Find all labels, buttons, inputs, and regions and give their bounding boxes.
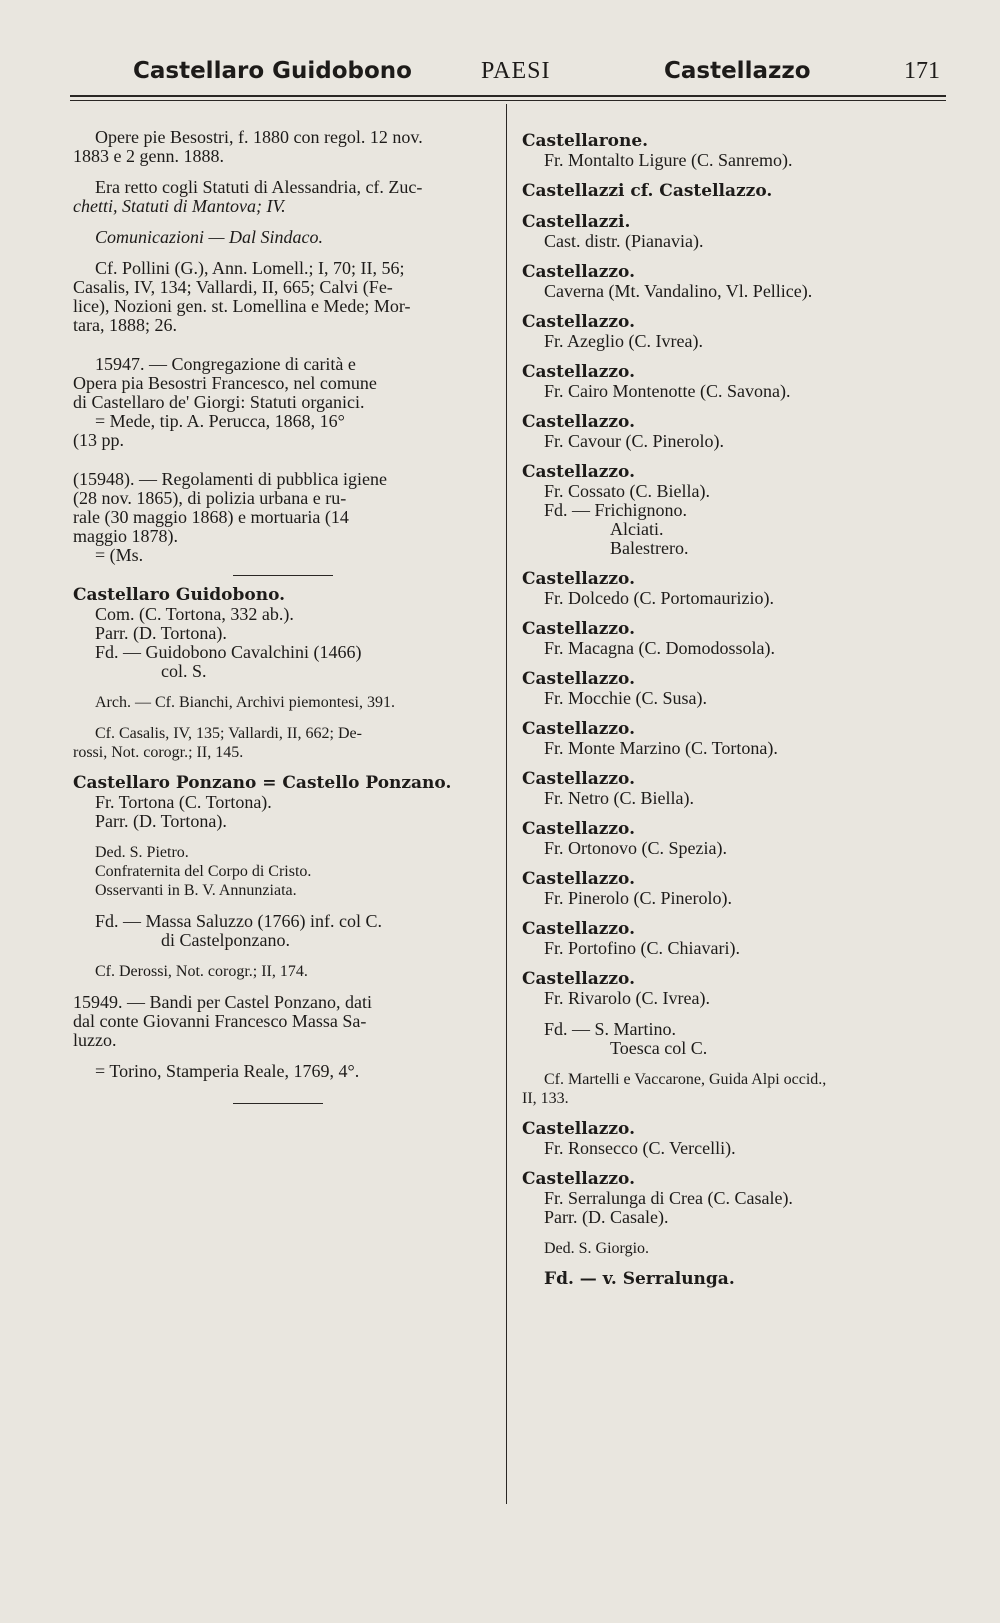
- text-line: Fr. Cossato (C. Biella).: [544, 481, 710, 501]
- imprint-line: = Mede, tip. A. Perucca, 1868, 16°: [95, 411, 345, 431]
- entry-heading: Castellazzo.: [522, 719, 635, 739]
- entry-heading: Castellazzo.: [522, 412, 635, 432]
- text-line: Fr. Montalto Ligure (C. Sanremo).: [544, 150, 793, 170]
- entry-heading: Castellazzi cf. Castellazzo.: [522, 181, 773, 201]
- text-line: (13 pp.: [73, 430, 124, 450]
- text-line: Comunicazioni — Dal Sindaco.: [95, 227, 323, 247]
- entry-heading: Castellazzo.: [522, 1119, 635, 1139]
- text-line: Ded. S. Pietro.: [95, 844, 189, 861]
- entry-line: (15948). — Regolamenti di pubblica igiene: [73, 469, 387, 489]
- text-line: Fr. Portofino (C. Chiavari).: [544, 938, 740, 958]
- text-line: Opera pia Besostri Francesco, nel comune: [73, 373, 377, 393]
- running-head-left: Castellaro Guidobono: [133, 58, 412, 84]
- entry-heading: Castellaro Ponzano = Castello Ponzano.: [73, 773, 452, 793]
- text-line: Com. (C. Tortona, 332 ab.).: [95, 604, 294, 624]
- entry-line: 15947. — Congregazione di carità e: [95, 354, 356, 374]
- text-line: Casalis, IV, 134; Vallardi, II, 665; Calvi (Fe-: [73, 277, 393, 297]
- text-line: Fr. Azeglio (C. Ivrea).: [544, 331, 703, 351]
- entry-heading: Castellazzo.: [522, 1169, 635, 1189]
- text-line: Fd. — Massa Saluzzo (1766) inf. col C.: [95, 911, 382, 931]
- text-line: Fr. Pinerolo (C. Pinerolo).: [544, 888, 732, 908]
- text-line: Cf. Derossi, Not. corogr.; II, 174.: [95, 963, 308, 980]
- column-divider: [506, 104, 507, 1504]
- text-line: II, 133.: [522, 1090, 569, 1107]
- text-line: Osservanti in B. V. Annunziata.: [95, 882, 297, 899]
- imprint-line: = Torino, Stamperia Reale, 1769, 4°.: [95, 1061, 360, 1081]
- text-line: Alciati.: [610, 519, 664, 539]
- entry-heading: Castellazzo.: [522, 969, 635, 989]
- text-line: Parr. (D. Tortona).: [95, 811, 227, 831]
- entry-line: Fd. — v. Serralunga.: [544, 1269, 735, 1289]
- entry-heading: Castellazzo.: [522, 262, 635, 282]
- text-line: Balestrero.: [610, 538, 689, 558]
- text-line: Parr. (D. Tortona).: [95, 623, 227, 643]
- page-number: 171: [904, 58, 940, 84]
- text-line: rossi, Not. corogr.; II, 145.: [73, 744, 244, 761]
- entry-heading: Castellazzo.: [522, 919, 635, 939]
- text-line: Caverna (Mt. Vandalino, Vl. Pellice).: [544, 281, 813, 301]
- text-line: Fr. Rivarolo (C. Ivrea).: [544, 988, 710, 1008]
- text-line: chetti, Statuti di Mantova; IV.: [73, 196, 286, 216]
- text-line: Toesca col C.: [610, 1038, 708, 1058]
- text-line: Cast. distr. (Pianavia).: [544, 231, 704, 251]
- text-line: Fd. — Guidobono Cavalchini (1466): [95, 642, 362, 662]
- entry-heading: Castellazzo.: [522, 569, 635, 589]
- entry-heading: Castellazzo.: [522, 769, 635, 789]
- entry-heading: Castellarone.: [522, 131, 649, 151]
- text-line: Fr. Netro (C. Biella).: [544, 788, 694, 808]
- entry-heading: Castellazzo.: [522, 312, 635, 332]
- text-line: Fr. Mocchie (C. Susa).: [544, 688, 707, 708]
- text-line: Opere pie Besostri, f. 1880 con regol. 12 nov.: [95, 127, 423, 147]
- text-line: Fd. — S. Martino.: [544, 1019, 677, 1039]
- text-line: tara, 1888; 26.: [73, 315, 177, 335]
- text-line: Arch. — Cf. Bianchi, Archivi piemontesi, 391.: [95, 694, 395, 711]
- text-line: Fr. Cairo Montenotte (C. Savona).: [544, 381, 791, 401]
- text-line: Fr. Serralunga di Crea (C. Casale).: [544, 1188, 793, 1208]
- text-line: Fr. Tortona (C. Tortona).: [95, 792, 272, 812]
- right-column: [522, 132, 952, 1289]
- text-line: Fr. Ortonovo (C. Spezia).: [544, 838, 727, 858]
- text-line: Fr. Monte Marzino (C. Tortona).: [544, 738, 778, 758]
- entry-heading: Castellazzo.: [522, 619, 635, 639]
- entry-heading: Castellazzo.: [522, 362, 635, 382]
- text-line: 1883 e 2 genn. 1888.: [73, 146, 224, 166]
- entry-heading: Castellazzi.: [522, 212, 631, 232]
- text-line: Fr. Macagna (C. Domodossola).: [544, 638, 775, 658]
- entry-heading: Castellazzo.: [522, 669, 635, 689]
- entry-heading: Castellazzo.: [522, 819, 635, 839]
- text-line: Fr. Cavour (C. Pinerolo).: [544, 431, 724, 451]
- text-line: (28 nov. 1865), di polizia urbana e ru-: [73, 488, 347, 508]
- text-line: Fr. Dolcedo (C. Portomaurizio).: [544, 588, 774, 608]
- text-line: col. S.: [161, 661, 207, 681]
- header-rule-thin: [70, 100, 946, 101]
- text-line: Fd. — Frichignono.: [544, 500, 688, 520]
- text-line: rale (30 maggio 1868) e mortuaria (14: [73, 507, 349, 527]
- text-line: Cf. Martelli e Vaccarone, Guida Alpi occid.,: [544, 1071, 827, 1088]
- text-line: di Castellaro de' Giorgi: Statuti organici.: [73, 392, 365, 412]
- running-head-right: Castellazzo: [664, 58, 811, 84]
- text-line: dal conte Giovanni Francesco Massa Sa-: [73, 1011, 367, 1031]
- text-line: luzzo.: [73, 1030, 117, 1050]
- entry-heading: Castellazzo.: [522, 869, 635, 889]
- text-line: Confraternita del Corpo di Cristo.: [95, 863, 312, 880]
- section-rule: [233, 1103, 323, 1104]
- section-rule: [233, 575, 333, 576]
- entry-heading: Castellaro Guidobono.: [73, 585, 286, 605]
- running-head-center: PAESI: [481, 58, 551, 84]
- entry-heading: Castellazzo.: [522, 462, 635, 482]
- text-line: Era retto cogli Statuti di Alessandria, cf. Zuc-: [95, 177, 423, 197]
- text-line: Ded. S. Giorgio.: [544, 1240, 650, 1257]
- text-line: Cf. Casalis, IV, 135; Vallardi, II, 662; De-: [95, 725, 362, 742]
- text-line: di Castelponzano.: [161, 930, 290, 950]
- text-line: Fr. Ronsecco (C. Vercelli).: [544, 1138, 736, 1158]
- header-rule: [70, 95, 946, 97]
- text-line: Parr. (D. Casale).: [544, 1207, 669, 1227]
- left-column: [73, 128, 495, 1114]
- imprint-line: = (Ms.: [95, 545, 144, 565]
- text-line: Cf. Pollini (G.), Ann. Lomell.; I, 70; II, 56;: [95, 258, 405, 278]
- text-line: maggio 1878).: [73, 526, 178, 546]
- entry-line: 15949. — Bandi per Castel Ponzano, dati: [73, 992, 372, 1012]
- text-line: lice), Nozioni gen. st. Lomellina e Mede; Mor-: [73, 296, 411, 316]
